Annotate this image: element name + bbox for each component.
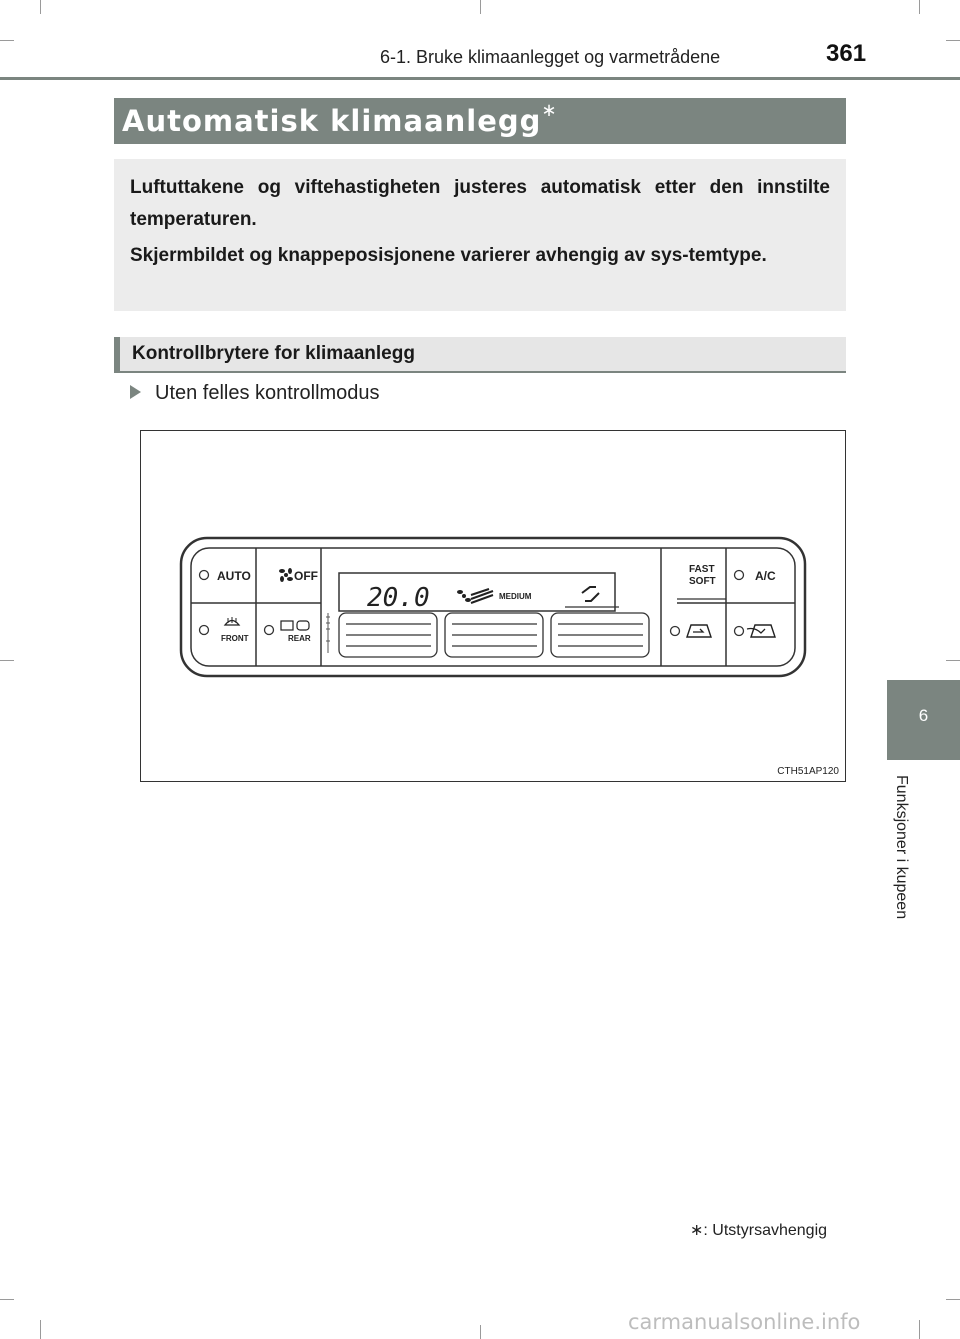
subsection-heading xyxy=(114,337,846,373)
heading-accent xyxy=(114,337,120,371)
rear-label: REAR xyxy=(288,634,311,643)
footnote-asterisk: ∗ xyxy=(690,1222,704,1239)
crop-mark xyxy=(946,660,960,661)
intro-paragraph: Luftuttakene og viftehastigheten justeres automatisk etter den innstilte temperaturen. xyxy=(130,177,830,230)
crop-mark xyxy=(0,1299,14,1300)
ac-button-label: A/C xyxy=(755,569,776,583)
crop-mark xyxy=(946,40,960,41)
chapter-label xyxy=(888,775,918,955)
fan-mode-label: MEDIUM xyxy=(499,592,532,601)
crop-mark xyxy=(0,660,14,661)
front-label: FRONT xyxy=(221,634,249,643)
page-title-text: Automatisk klimaanlegg xyxy=(122,104,542,138)
watermark: carmanualsonline.info xyxy=(628,1310,861,1334)
control-panel-figure xyxy=(140,430,846,782)
climate-control-panel-illustration xyxy=(141,431,845,781)
bullet-item xyxy=(130,382,380,405)
off-button-label: OFF xyxy=(294,569,318,583)
page-title xyxy=(122,100,558,138)
section-title-bar xyxy=(114,98,846,144)
chapter-tab xyxy=(887,680,960,760)
equipment-asterisk: ∗ xyxy=(541,100,558,121)
bullet-text: Uten felles kontrollmodus xyxy=(155,382,380,404)
crop-mark xyxy=(480,0,481,14)
footnote xyxy=(690,1220,827,1240)
crop-mark xyxy=(919,1320,920,1339)
crop-mark xyxy=(40,1320,41,1339)
auto-button-label: AUTO xyxy=(217,569,251,583)
intro-box xyxy=(114,159,846,311)
header-rule xyxy=(0,77,960,80)
crop-mark xyxy=(480,1325,481,1339)
temperature-readout: 20.0 xyxy=(367,583,430,613)
chapter-number: 6 xyxy=(918,706,929,725)
crop-mark xyxy=(40,0,41,14)
crop-mark xyxy=(946,1299,960,1300)
crop-mark xyxy=(0,40,14,41)
fast-label: FAST xyxy=(689,564,715,575)
chapter-label-text: Funksjoner i kupeen xyxy=(893,775,910,920)
soft-label: SOFT xyxy=(689,576,716,587)
crop-mark xyxy=(919,0,920,14)
triangle-bullet-icon xyxy=(130,385,141,399)
footnote-text: : Utstyrsavhengig xyxy=(703,1222,828,1239)
intro-paragraph: Skjermbildet og knappeposisjonene varierer avhengig av sys-temtype. xyxy=(130,245,767,266)
figure-code: CTH51AP120 xyxy=(777,766,839,777)
page-number: 361 xyxy=(826,40,867,67)
subsection-title: Kontrollbrytere for klimaanlegg xyxy=(132,343,415,364)
running-header: 6-1. Bruke klimaanlegget og varmetrådene xyxy=(380,47,721,67)
